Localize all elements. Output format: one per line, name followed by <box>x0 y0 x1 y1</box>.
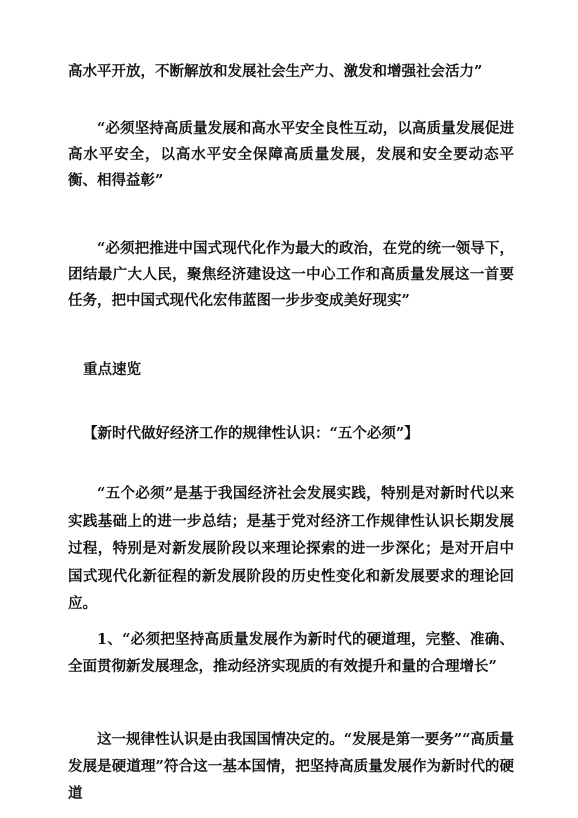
section-heading-highlights: 重点速览 <box>83 361 141 378</box>
paragraph-security: “必须坚持高质量发展和高水平安全良性互动，以高质量发展促进高水平安全，以高水平安全保障高质量发展，发展和安全要动态平衡、相得益彰” <box>68 120 514 189</box>
paragraph-modernization: “必须把推进中国式现代化作为最大的政治，在党的统一领导下，团结最广大人民，聚焦经济建设这一中心工作和高质量发展这一首要任务，把中国式现代化宏伟蓝图一步步变成美好现实” <box>68 240 514 309</box>
paragraph-continuation: 高水平开放，不断解放和发展社会生产力、激发和增强社会活力” <box>68 63 483 80</box>
list-item-1: 1、“必须把坚持高质量发展作为新时代的硬道理，完整、准确、全面贯彻新发展理念，推动经济实现质的有效提升和量的合理增长” <box>68 631 514 675</box>
paragraph-five-musts-intro: “五个必须”是基于我国经济社会发展实践，特别是对新时代以来实践基础上的进一步总结；是基于党对经济工作规律性认识长期发展过程，特别是对新发展阶段以来理论探索的进一步深化；是对开启中国式现代化新征程的新发展阶段的历史性变化和新发展要求的理论回应。 <box>68 485 514 612</box>
section-title-five-musts: 【新时代做好经济工作的规律性认识：“五个必须”】 <box>83 425 419 442</box>
paragraph-national-conditions: 这一规律性认识是由我国国情决定的。“发展是第一要务”“高质量发展是硬道理”符合这一基本国情，把坚持高质量发展作为新时代的硬道 <box>68 731 514 802</box>
